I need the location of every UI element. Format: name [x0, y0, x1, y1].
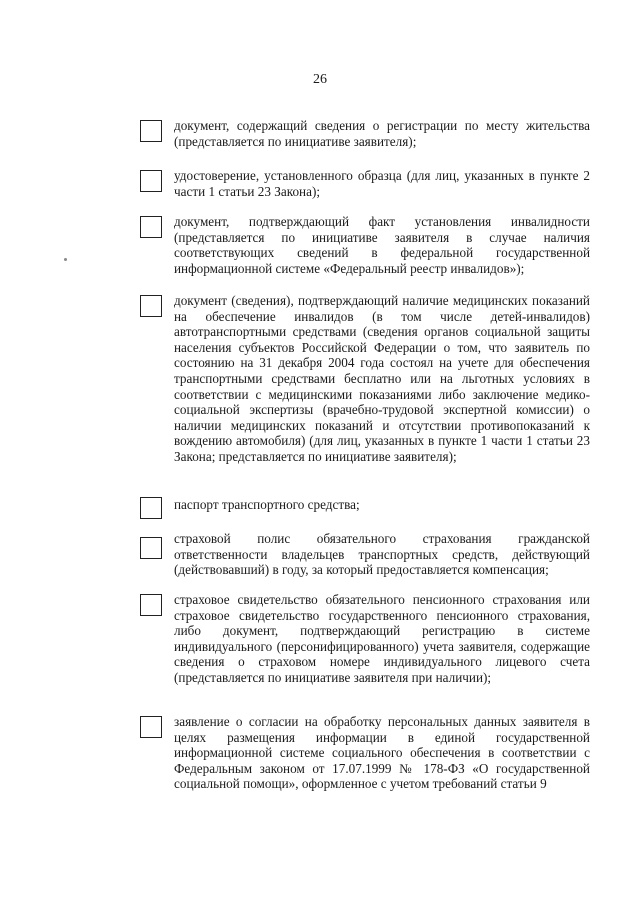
checkbox[interactable] [140, 537, 162, 559]
checkbox[interactable] [140, 170, 162, 192]
item-text: документ, содержащий сведения о регистрации по месту жительства (представляется по инициативе заявителя); [174, 118, 590, 149]
item-text: документ (сведения), подтверждающий наличие медицинских показаний на обеспечение инвалидов (в том числе детей-инвалидов) автотранспортными средствами (сведения органов социальной защиты населения субъектов Российской Федерации о том, что заявитель по состоянию на 31 декабря 2004 года состоял на учете для обеспечения транспортными средствами бесплатно или на льготных условиях в соответствии с медицинскими показаниями либо заключение медико-социальной экспертизы (врачебно-трудовой экспертной комиссии) о наличии медицинских показаний и отсутствии противопоказаний к вождению автомобиля) (для лиц, указанных в пункте 1 части 1 статьи 23 Закона; представляется по инициативе заявителя); [174, 293, 590, 464]
item-text: страховое свидетельство обязательного пенсионного страхования или страховое свидетельство государственного пенсионного страхования, либо документ, подтверждающий регистрацию в системе индивидуального (персонифицированного) учета заявителя, содержащие сведения о страховом номере индивидуального лицевого счета (представляется по инициативе заявителя при наличии); [174, 592, 590, 685]
checkbox[interactable] [140, 295, 162, 317]
item-text: удостоверение, установленного образца (для лиц, указанных в пункте 2 части 1 статьи 23 Закона); [174, 168, 590, 199]
checkbox[interactable] [140, 716, 162, 738]
margin-mark [64, 258, 67, 261]
checkbox[interactable] [140, 497, 162, 519]
item-text: паспорт транспортного средства; [174, 497, 360, 512]
checkbox[interactable] [140, 120, 162, 142]
checkbox[interactable] [140, 594, 162, 616]
item-text: заявление о согласии на обработку персональных данных заявителя в целях размещения информации в единой государственной информационной системе социального обеспечения в соответствии с Федеральным законом от 17.07.1999 № 178-ФЗ «О государственной социальной помощи», оформленное с учетом требований статьи 9 [174, 714, 590, 792]
page-number: 26 [313, 72, 327, 87]
item-text: документ, подтверждающий факт установления инвалидности (представляется по инициативе заявителя в случае наличия соответствующих сведений в федеральной государственной информационной системе «Федеральный реестр инвалидов»); [174, 214, 590, 276]
item-text: страховой полис обязательного страхования гражданской ответственности владельцев транспортных средств, действующий (действовавший) в году, за который предоставляется компенсация; [174, 531, 590, 578]
checkbox[interactable] [140, 216, 162, 238]
